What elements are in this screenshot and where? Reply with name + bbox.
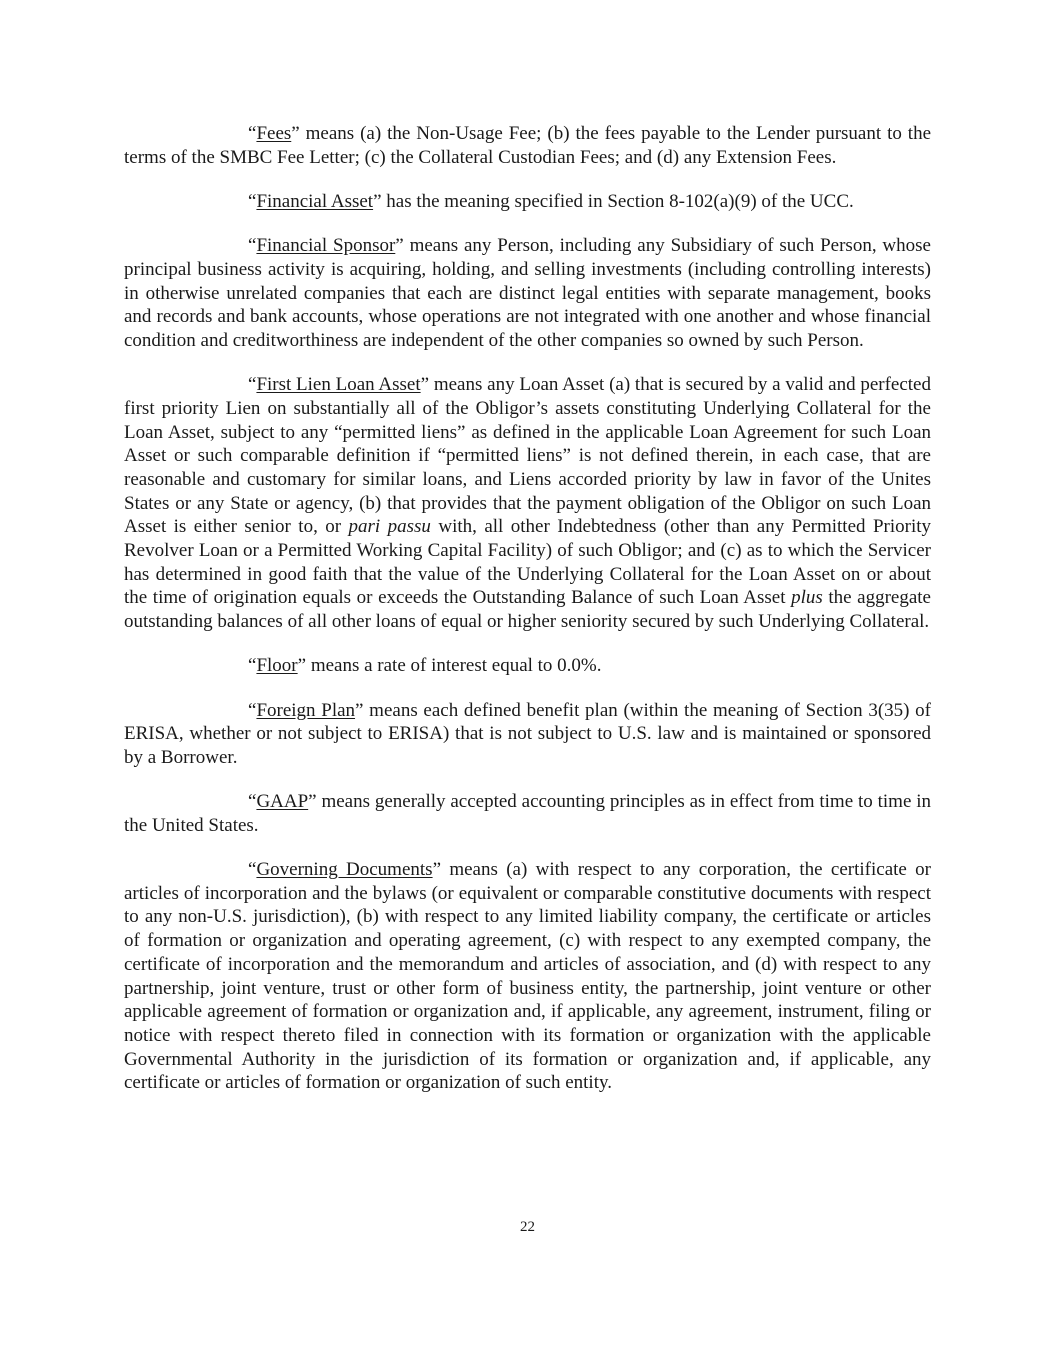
quote-open: “	[248, 190, 257, 212]
defined-term: Financial Sponsor	[256, 235, 396, 257]
quote-close: ”	[297, 655, 307, 677]
quote-open: “	[248, 123, 257, 144]
definition-first-lien-loan-asset	[124, 373, 931, 634]
definition-financial-sponsor	[124, 234, 931, 353]
definition-text: has the meaning specified in Section 8-102(a)(9) of the UCC.	[381, 190, 854, 212]
document-body	[124, 122, 931, 1116]
defined-term: Foreign Plan	[256, 699, 356, 721]
quote-close: ”	[420, 374, 430, 396]
definition-text: means (a) the Non-Usage Fee; (b) the fees payable to the Lender pursuant to the terms of the SMBC Fee Letter; (c) the Collateral Custodian Fees; and (d) any Extension Fees.	[124, 123, 931, 168]
quote-open: “	[248, 655, 257, 677]
definition-gaap	[124, 790, 931, 837]
quote-open: “	[248, 699, 257, 721]
definition-foreign-plan	[124, 699, 931, 770]
definition-text: means generally accepted accounting principles as in effect from time to time in the United States.	[124, 791, 931, 836]
quote-open: “	[248, 235, 257, 257]
definition-text: with, all other Indebtedness (other than any Permitted Priority Revolver Loan or a Permitted Working Capital Facility) of such Obligor; and (c) as to which the Servicer has determined in good faith that the value of the Underlying Collateral for the Loan Asset on or about the time of origination equals or exceeds the Outstanding Balance of such Loan Asset	[124, 516, 932, 609]
defined-term: Financial Asset	[256, 190, 374, 212]
definition-text: means (a) with respect to any corporation, the certificate or articles of incorporation and the bylaws (or equivalent or comparable constitutive documents with respect to any non-U.S. jurisdiction), (b) with respect to any limited liability company, the certificate or articles of formation or organization and operating agreement, (c) with respect to any exempted company, the certificate of incorporation and the memorandum and articles of association, and (d) with respect to any partnership, joint venture, trust or other form of business entity, the partnership, joint venture or other applicable agreement of formation or organization and, if applicable, any agreement, instrument, filing or notice with respect thereto filed in connection with its formation or organization with the applicable Governmental Authority in the jurisdiction of its formation or organization and, if applicable, any certificate or articles of formation or organization of such entity.	[124, 859, 932, 1094]
definition-text: the aggregate outstanding balances of all other loans of equal or higher seniority secured by such Underlying Collateral.	[124, 587, 931, 633]
definition-text: means each defined benefit plan (within the meaning of Section 3(35) of ERISA, whether or not subject to ERISA) that is not subject to U.S. law and is maintained or sponsored by a Borrower.	[124, 699, 931, 768]
quote-open: “	[248, 791, 257, 813]
defined-term: Floor	[256, 655, 298, 677]
defined-term: First Lien Loan Asset	[256, 374, 421, 396]
quote-open: “	[248, 859, 257, 881]
definition-fees	[124, 122, 931, 169]
quote-close: ”	[373, 190, 382, 212]
definition-text: means a rate of interest equal to 0.0%.	[306, 655, 602, 677]
italic-phrase: pari passu	[348, 516, 431, 538]
quote-close: ”	[355, 699, 364, 721]
page-number: 22	[520, 1219, 535, 1235]
defined-term: Governing Documents	[256, 859, 433, 881]
quote-open: “	[248, 374, 257, 396]
quote-close: ”	[432, 859, 442, 881]
quote-close: ”	[291, 123, 300, 144]
definition-floor	[124, 654, 931, 678]
definition-financial-asset	[124, 190, 931, 214]
definition-governing-documents	[124, 858, 931, 1095]
defined-term: Fees	[256, 123, 292, 144]
definition-text: means any Loan Asset (a) that is secured by a valid and perfected first priority Lien on substantially all of the Obligor’s assets constituting Underlying Collateral for the Loan Asset, subject to any “permitted liens” as defined in the applicable Loan Agreement for such Loan Asset or such comparable definition if “permitted liens” is not defined therein, in each case, that are reasonable and customary for similar loans, and Liens accorded priority by law in favor of the Unites States or any State or agency, (b) that provides that the payment obligation of the Obligor on such Loan Asset is either senior to, or	[124, 374, 931, 538]
quote-close: ”	[395, 235, 404, 257]
definition-text: means any Person, including any Subsidiary of such Person, whose principal business activity is acquiring, holding, and selling investments (including controlling interests) in otherwise unrelated companies that each are distinct legal entities with separate management, books and records and bank accounts, whose operations are not integrated with one another and whose financial condition and creditworthiness are independent of the other companies so owned by such Person.	[124, 235, 931, 351]
defined-term: GAAP	[256, 791, 309, 813]
italic-phrase: plus	[791, 587, 823, 609]
quote-close: ”	[308, 791, 317, 813]
